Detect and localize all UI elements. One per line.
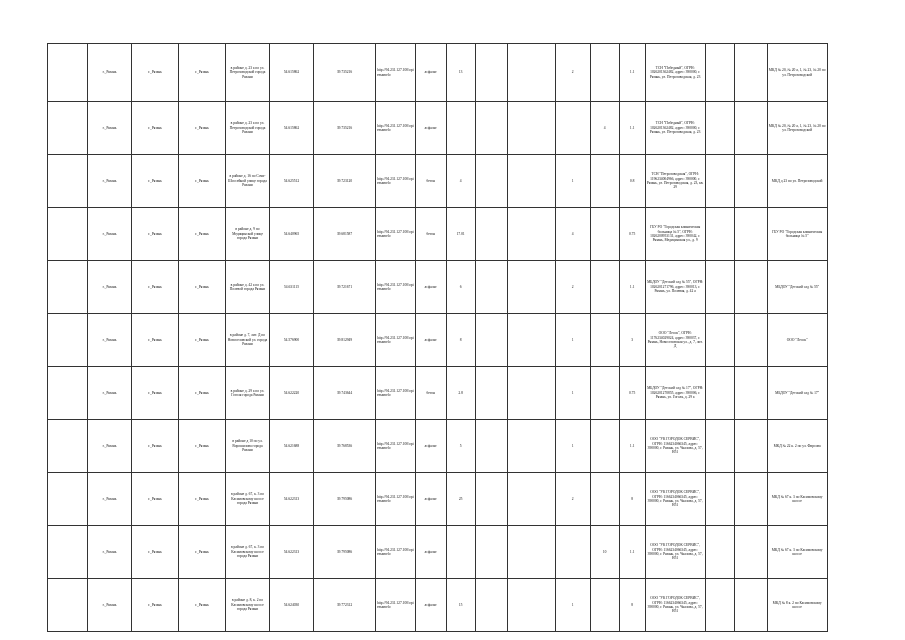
cell-n4 xyxy=(590,314,619,367)
cell-n1 xyxy=(475,579,507,632)
cell-empty0 xyxy=(48,261,88,314)
cell-n1 xyxy=(475,526,507,579)
table-row xyxy=(48,526,828,579)
cell-city: г._Рязань xyxy=(132,102,179,155)
cell-district: г._Рязань xyxy=(179,208,226,261)
cell-mkd: МКД № 67 к. 3 по Касимовскому шоссе xyxy=(767,526,827,579)
table-row xyxy=(48,420,828,473)
cell-surface: бетон xyxy=(415,155,446,208)
cell-region: г._Рязань xyxy=(88,155,132,208)
cell-lat: 54.622313 xyxy=(270,526,314,579)
cell-empty0 xyxy=(48,314,88,367)
cell-empty1 xyxy=(705,473,734,526)
cell-district: г._Рязань xyxy=(179,579,226,632)
cell-area: 8 xyxy=(446,314,475,367)
table-row xyxy=(48,367,828,420)
cell-n3: 1 xyxy=(555,314,590,367)
cell-n1 xyxy=(475,44,507,102)
cell-n3: 2 xyxy=(555,261,590,314)
cell-n4 xyxy=(590,261,619,314)
cell-n3: 4 xyxy=(555,208,590,261)
cell-surface: асфальт xyxy=(415,579,446,632)
cell-address: в районе д. 67, к. 3 по Касимовскому шоссе города Рязани xyxy=(226,473,270,526)
cell-area: 25 xyxy=(446,473,475,526)
cell-city: г._Рязань xyxy=(132,420,179,473)
cell-n4 xyxy=(590,420,619,473)
cell-surface: бетон xyxy=(415,367,446,420)
cell-n2 xyxy=(507,420,555,473)
cell-lon: 39.735216 xyxy=(314,44,376,102)
cell-empty1 xyxy=(705,579,734,632)
cell-n1 xyxy=(475,208,507,261)
cell-district: г._Рязань xyxy=(179,102,226,155)
cell-link: http://94.231.127.100/opi ensamelo xyxy=(376,526,416,579)
cell-area: 2.8 xyxy=(446,367,475,420)
cell-address: в районе д 10 по ул. Ворошилова города Рязани xyxy=(226,420,270,473)
cell-empty2 xyxy=(734,420,767,473)
cell-area: 5 xyxy=(446,420,475,473)
cell-region: г._Рязань xyxy=(88,473,132,526)
table-row xyxy=(48,44,828,102)
cell-city: г._Рязань xyxy=(132,526,179,579)
cell-empty2 xyxy=(734,261,767,314)
cell-area: 6 xyxy=(446,261,475,314)
cell-n1 xyxy=(475,261,507,314)
cell-city: г._Рязань xyxy=(132,579,179,632)
cell-n4: 4 xyxy=(590,102,619,155)
cell-n4 xyxy=(590,367,619,420)
cell-lon: 39.681587 xyxy=(314,208,376,261)
cell-region: г._Рязань xyxy=(88,102,132,155)
cell-area: 13 xyxy=(446,44,475,102)
cell-mkd: МКД № 8 к. 2 по Касимовскому шоссе xyxy=(767,579,827,632)
cell-link: http://94.231.127.100/opi ensamelo xyxy=(376,44,416,102)
cell-empty2 xyxy=(734,579,767,632)
table-row xyxy=(48,155,828,208)
cell-address: в районе д. 42 а по ул. Полевой города Рязани xyxy=(226,261,270,314)
cell-district: г._Рязань xyxy=(179,44,226,102)
cell-n5: 1.1 xyxy=(619,102,645,155)
cell-lat: 54.615862 xyxy=(270,102,314,155)
cell-empty1 xyxy=(705,102,734,155)
cell-n5: 1.1 xyxy=(619,420,645,473)
cell-owner: МБДОУ "Детский сад № 55", ОГРН: 1026201271796, адрес: 390013, г. Рязань, ул. Полевая, д. 42 а xyxy=(645,261,705,314)
cell-district: г._Рязань xyxy=(179,526,226,579)
cell-empty2 xyxy=(734,367,767,420)
cell-lon: 39.768536 xyxy=(314,420,376,473)
cell-n5: 1.1 xyxy=(619,261,645,314)
cell-empty0 xyxy=(48,579,88,632)
cell-lon: 39.795086 xyxy=(314,473,376,526)
cell-empty2 xyxy=(734,44,767,102)
cell-n2 xyxy=(507,579,555,632)
cell-lat: 54.624030 xyxy=(270,579,314,632)
cell-empty2 xyxy=(734,473,767,526)
cell-n2 xyxy=(507,102,555,155)
cell-city: г._Рязань xyxy=(132,261,179,314)
cell-lat: 54.622220 xyxy=(270,367,314,420)
cell-city: г._Рязань xyxy=(132,367,179,420)
cell-link: http://94.231.127.100/opi ensamelo xyxy=(376,261,416,314)
cell-area: 4 xyxy=(446,155,475,208)
cell-empty2 xyxy=(734,208,767,261)
cell-n4 xyxy=(590,155,619,208)
cell-address: в районе д. 9 по Медицинской улице города Рязани xyxy=(226,208,270,261)
cell-lon: 39.812949 xyxy=(314,314,376,367)
cell-n2 xyxy=(507,208,555,261)
cell-n3: 1 xyxy=(555,579,590,632)
cell-n4 xyxy=(590,44,619,102)
cell-address: в районе д. 23 а по ул. Петрозоводской города Рязани xyxy=(226,44,270,102)
cell-n3: 2 xyxy=(555,473,590,526)
cell-n5: 8 xyxy=(619,579,645,632)
cell-n2 xyxy=(507,44,555,102)
cell-lat: 54.625512 xyxy=(270,155,314,208)
cell-surface: асфальт xyxy=(415,261,446,314)
cell-n1 xyxy=(475,155,507,208)
cell-region: г._Рязань xyxy=(88,44,132,102)
cell-area xyxy=(446,102,475,155)
cell-n1 xyxy=(475,473,507,526)
table-row xyxy=(48,579,828,632)
cell-n4: 10 xyxy=(590,526,619,579)
cell-empty0 xyxy=(48,420,88,473)
table-row xyxy=(48,314,828,367)
cell-region: г._Рязань xyxy=(88,314,132,367)
cell-n5: 0.75 xyxy=(619,208,645,261)
cell-surface: бетон xyxy=(415,208,446,261)
cell-address: в районе д. 29 а по ул. Гоголя города Рязани xyxy=(226,367,270,420)
cell-empty1 xyxy=(705,208,734,261)
cell-district: г._Рязань xyxy=(179,261,226,314)
table-row xyxy=(48,261,828,314)
cell-owner: ООО "УК ГОРОДОК СЕРВИС", ОГРН: 1166234066345, адрес: 390000, г. Рязань, ул. Чкалова, д. 57, Н51 xyxy=(645,526,705,579)
cell-surface: асфальт xyxy=(415,473,446,526)
cell-mkd: МКД № 67 к. 3 по Касимовскому шоссе xyxy=(767,473,827,526)
cell-mkd: МКД д 23 по ул. Петрозоводской xyxy=(767,155,827,208)
cell-link: http://94.231.127.100/opi ensamelo xyxy=(376,473,416,526)
cell-owner: ООО "УК ГОРОДОК СЕРВИС", ОГРН: 1166234066345, адрес: 390000, г. Рязань, ул. Чкалова, д. 57, Н51 xyxy=(645,579,705,632)
cell-n5: 1.1 xyxy=(619,44,645,102)
cell-empty1 xyxy=(705,526,734,579)
cell-address: в районе д. 8, к. 2 по Касимовскому шоссе города Рязани xyxy=(226,579,270,632)
cell-district: г._Рязань xyxy=(179,367,226,420)
cell-owner: ТСН "Победный", ОГРН: 1026201362482, адрес: 390000, г. Рязань, ул. Петрозоводская, д. 23 xyxy=(645,102,705,155)
cell-link: http://94.231.127.100/opi ensamelo xyxy=(376,102,416,155)
cell-district: г._Рязань xyxy=(179,420,226,473)
cell-region: г._Рязань xyxy=(88,579,132,632)
cell-empty2 xyxy=(734,155,767,208)
cell-n3: 2 xyxy=(555,44,590,102)
cell-owner: ООО "УК ГОРОДОК СЕРВИС", ОГРН: 1166234066345, адрес: 390000, г. Рязань, ул. Чкалова, д. 57, Н51 xyxy=(645,473,705,526)
cell-n2 xyxy=(507,367,555,420)
cell-n3: 1 xyxy=(555,367,590,420)
table-body xyxy=(48,44,828,632)
cell-empty1 xyxy=(705,155,734,208)
cell-lat: 54.615862 xyxy=(270,44,314,102)
data-table xyxy=(47,43,828,632)
cell-link: http://94.231.127.100/opi ensamelo xyxy=(376,420,416,473)
cell-empty2 xyxy=(734,102,767,155)
cell-owner: ООО "Лесок", ОГРН: 1176234029024, адрес: 390037, г. Рязань, Новоселовская ул., д. 7, лит. Д xyxy=(645,314,705,367)
cell-owner: ТСН "Петрозоводская", ОГРН: 1196234004966, адрес: 390000, г. Рязань, ул. Петрозоводская, д. 23, кв. 29 xyxy=(645,155,705,208)
cell-empty2 xyxy=(734,526,767,579)
cell-area: 17.01 xyxy=(446,208,475,261)
table-row xyxy=(48,102,828,155)
cell-surface: асфальт xyxy=(415,314,446,367)
cell-n5: 1.1 xyxy=(619,526,645,579)
cell-empty0 xyxy=(48,367,88,420)
cell-mkd: МКД № 20, № 20 а, 1, № 23, № 20 по ул. Петрозоводской xyxy=(767,44,827,102)
cell-surface: асфальт xyxy=(415,526,446,579)
cell-mkd: ООО "Лесок" xyxy=(767,314,827,367)
cell-n5: 0.75 xyxy=(619,367,645,420)
cell-n2 xyxy=(507,261,555,314)
cell-empty1 xyxy=(705,314,734,367)
cell-n4 xyxy=(590,473,619,526)
cell-lon: 39.723120 xyxy=(314,155,376,208)
cell-lon: 39.772312 xyxy=(314,579,376,632)
cell-owner: ГБУ РО "Городская клиническая больница № 5", ОГРН: 1026200953131, адрес: 390042, г. Рязань, Медицинская ул., д. 9 xyxy=(645,208,705,261)
cell-region: г._Рязань xyxy=(88,261,132,314)
cell-city: г._Рязань xyxy=(132,208,179,261)
cell-surface: асфальт xyxy=(415,44,446,102)
cell-empty0 xyxy=(48,473,88,526)
cell-owner: ООО "УК ГОРОДОК СЕРВИС", ОГРН: 1166234066345, адрес: 390000, г. Рязань, ул. Чкалова, д. 57, Н51 xyxy=(645,420,705,473)
cell-link: http://94.231.127.100/opi ensamelo xyxy=(376,579,416,632)
cell-n3: 1 xyxy=(555,155,590,208)
cell-n3 xyxy=(555,102,590,155)
cell-lat: 54.640965 xyxy=(270,208,314,261)
cell-n2 xyxy=(507,526,555,579)
cell-empty1 xyxy=(705,261,734,314)
cell-owner: МБДОУ "Детский сад № 17", ОГРН: 1026201270855, адрес: 390006, г. Рязань, ул. Гоголя, д. 29 а xyxy=(645,367,705,420)
cell-empty0 xyxy=(48,102,88,155)
cell-n2 xyxy=(507,473,555,526)
cell-n5: 8 xyxy=(619,473,645,526)
cell-empty1 xyxy=(705,44,734,102)
cell-address: в районе д. 23 а по ул. Петрозоводской города Рязани xyxy=(226,102,270,155)
cell-address: в районе д. 67, к. 3 по Касимовскому шоссе города Рязани xyxy=(226,526,270,579)
cell-address: в районе д. 16 по Сочи-Шоссейной улице города Рязани xyxy=(226,155,270,208)
cell-lon: 39.735216 xyxy=(314,102,376,155)
cell-region: г._Рязань xyxy=(88,367,132,420)
cell-n4 xyxy=(590,579,619,632)
cell-owner: ТСН "Победный", ОГРН: 1026201362482, адрес: 390000, г. Рязань, ул. Петрозоводская, д. 23 xyxy=(645,44,705,102)
cell-lat: 54.631115 xyxy=(270,261,314,314)
cell-n3: 1 xyxy=(555,420,590,473)
cell-n5: 0.8 xyxy=(619,155,645,208)
cell-n4 xyxy=(590,208,619,261)
table-row xyxy=(48,208,828,261)
cell-city: г._Рязань xyxy=(132,44,179,102)
cell-n1 xyxy=(475,367,507,420)
cell-n1 xyxy=(475,314,507,367)
cell-city: г._Рязань xyxy=(132,155,179,208)
cell-district: г._Рязань xyxy=(179,155,226,208)
cell-n2 xyxy=(507,155,555,208)
table-row xyxy=(48,473,828,526)
cell-link: http://94.231.127.100/opi ensamelo xyxy=(376,208,416,261)
cell-empty2 xyxy=(734,314,767,367)
cell-empty1 xyxy=(705,420,734,473)
cell-n2 xyxy=(507,314,555,367)
cell-empty0 xyxy=(48,44,88,102)
spreadsheet xyxy=(47,43,828,632)
cell-lon: 39.795086 xyxy=(314,526,376,579)
cell-n5: 3 xyxy=(619,314,645,367)
cell-n3 xyxy=(555,526,590,579)
cell-mkd: МБДОУ "Детский сад № 17" xyxy=(767,367,827,420)
cell-region: г._Рязань xyxy=(88,420,132,473)
cell-district: г._Рязань xyxy=(179,473,226,526)
cell-mkd: МБДОУ "Детский сад № 55" xyxy=(767,261,827,314)
cell-mkd: ГБУ РО "Городская клиническая больница № 5" xyxy=(767,208,827,261)
cell-lat: 54.576900 xyxy=(270,314,314,367)
cell-mkd: МКД № 20, № 20 а, 1, № 23, № 20 по ул. Петрозоводской xyxy=(767,102,827,155)
cell-surface: асфальт xyxy=(415,102,446,155)
cell-n1 xyxy=(475,102,507,155)
cell-region: г._Рязань xyxy=(88,208,132,261)
cell-n1 xyxy=(475,420,507,473)
cell-link: http://94.231.127.100/opi ensamelo xyxy=(376,314,416,367)
cell-empty1 xyxy=(705,367,734,420)
cell-empty0 xyxy=(48,155,88,208)
cell-area xyxy=(446,526,475,579)
cell-lat: 54.622313 xyxy=(270,473,314,526)
cell-surface: асфальт xyxy=(415,420,446,473)
cell-area: 15 xyxy=(446,579,475,632)
cell-address: в районе д. 7, лит. Д по Новоселовской ул. города Рязани xyxy=(226,314,270,367)
cell-city: г._Рязань xyxy=(132,314,179,367)
cell-link: http://94.231.127.100/opi ensamelo xyxy=(376,155,416,208)
cell-district: г._Рязань xyxy=(179,314,226,367)
cell-city: г._Рязань xyxy=(132,473,179,526)
cell-link: http://94.231.127.100/opi ensamelo xyxy=(376,367,416,420)
cell-empty0 xyxy=(48,208,88,261)
cell-lon: 39.743644 xyxy=(314,367,376,420)
cell-region: г._Рязань xyxy=(88,526,132,579)
cell-mkd: МКД № 22 к. 2 по ул. Фирсова xyxy=(767,420,827,473)
cell-lon: 39.721671 xyxy=(314,261,376,314)
cell-empty0 xyxy=(48,526,88,579)
cell-lat: 54.621688 xyxy=(270,420,314,473)
